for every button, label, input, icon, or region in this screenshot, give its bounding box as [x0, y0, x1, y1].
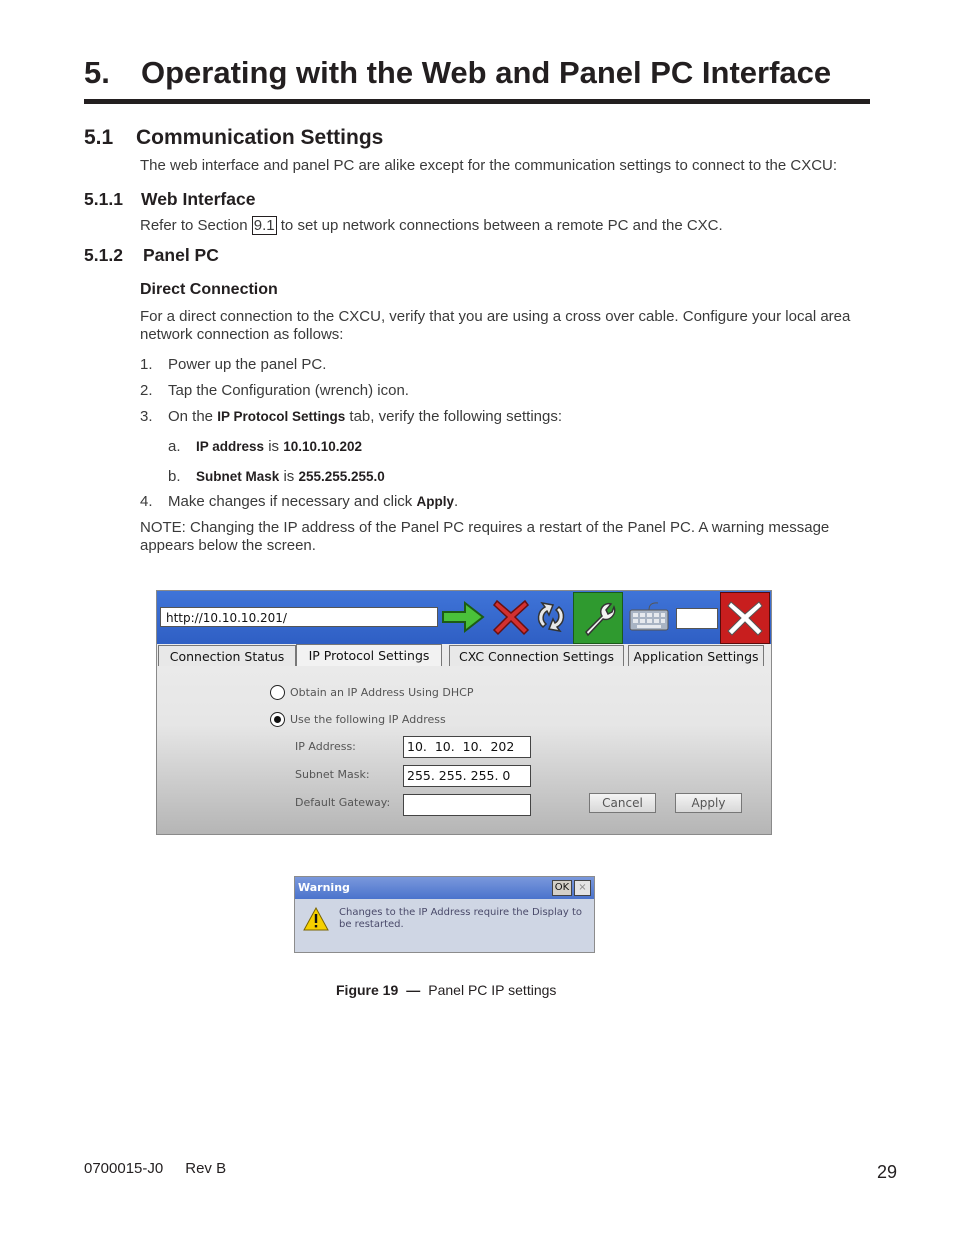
direct-connection-heading: Direct Connection [140, 281, 278, 298]
close-icon[interactable]: × [574, 880, 591, 896]
substep-value: 255.255.255.0 [298, 469, 385, 484]
keyboard-icon[interactable] [625, 592, 673, 642]
tab-connection-status[interactable]: Connection Status [158, 645, 296, 666]
subsection-panel-heading [84, 245, 219, 266]
substep-text: is [264, 438, 284, 455]
figure-caption-text: Panel PC IP settings [428, 982, 557, 998]
intro-paragraph: The web interface and panel PC are alike except for the communication settings to connect to the CXCU: [140, 157, 838, 174]
warning-message: Changes to the IP Address require the Display to be restarted. [339, 907, 583, 930]
subnet-mask-label: Subnet Mask: [295, 768, 370, 781]
section-heading [84, 126, 383, 150]
substep-letter: a. [168, 438, 181, 455]
step-number: 3. [140, 408, 153, 425]
step-text: Tap the Configuration (wrench) icon. [168, 382, 409, 399]
tab-application-settings[interactable]: Application Settings [628, 645, 764, 666]
subsection-panel-title: Panel PC [143, 245, 219, 265]
step-text: On the [168, 408, 218, 425]
web-text-pre: Refer to Section [140, 217, 252, 234]
step-number: 2. [140, 382, 153, 399]
doc-number: 0700015-J0 [84, 1160, 164, 1177]
substep-letter: b. [168, 468, 181, 485]
chapter-title: Operating with the Web and Panel PC Interface [141, 55, 832, 90]
substep-text: is [279, 468, 299, 485]
substep-value: 10.10.10.202 [283, 439, 363, 454]
figure-label: Figure 19 [336, 982, 399, 998]
doc-revision: Rev B [185, 1160, 227, 1177]
tab-ip-protocol-settings[interactable]: IP Protocol Settings [296, 644, 442, 666]
page-number: 29 [877, 1162, 898, 1182]
web-text-post: to set up network connections between a remote PC and the CXC. [276, 217, 723, 234]
radio-dhcp[interactable] [270, 685, 285, 700]
ok-button[interactable]: OK [552, 880, 572, 896]
direct-connection-paragraph: For a direct connection to the CXCU, verify that you are using a cross over cable. Configure your local area network connection as follows: [140, 308, 851, 343]
step-emphasis: IP Protocol Settings [217, 409, 346, 424]
figure-caption [336, 982, 556, 998]
substep-term: IP address [196, 439, 265, 454]
step-4 [140, 493, 458, 510]
figure-dash: — [406, 982, 421, 998]
url-field[interactable]: http://10.10.10.201/ [160, 607, 438, 627]
subsection-web-number: 5.1.1 [84, 189, 123, 209]
warning-dialog [294, 876, 595, 953]
radio-static-ip-label: Use the following IP Address [290, 713, 446, 726]
default-gateway-field[interactable] [403, 794, 531, 816]
subnet-mask-field[interactable]: 255. 255. 255. 0 [403, 765, 531, 787]
step-emphasis: Apply [416, 494, 454, 509]
substep-term: Subnet Mask [196, 469, 280, 484]
subsection-web-heading [84, 189, 255, 210]
panel-pc-screenshot [156, 590, 772, 835]
tab-cxc-connection-settings[interactable]: CXC Connection Settings [449, 645, 624, 666]
ip-address-label: IP Address: [295, 740, 356, 753]
step-3 [140, 408, 562, 425]
step-text: . [453, 493, 459, 510]
chapter-heading [84, 55, 831, 91]
apply-button[interactable]: Apply [675, 793, 742, 813]
step-text: Make changes if necessary and click [168, 493, 417, 510]
step-text: tab, verify the following settings: [345, 408, 563, 425]
radio-dhcp-label: Obtain an IP Address Using DHCP [290, 686, 474, 699]
refresh-icon[interactable] [527, 592, 575, 642]
cancel-button[interactable]: Cancel [589, 793, 656, 813]
go-arrow-icon[interactable] [439, 592, 487, 642]
chapter-number: 5. [84, 55, 110, 90]
wrench-icon[interactable] [573, 592, 623, 644]
subsection-web-title: Web Interface [141, 189, 256, 209]
step-2 [140, 382, 409, 399]
heading-rule [84, 99, 870, 104]
step-1 [140, 356, 326, 373]
default-gateway-label: Default Gateway: [295, 796, 391, 809]
substep-a [168, 438, 362, 455]
section-title: Communication Settings [136, 126, 384, 149]
radio-static-ip[interactable] [270, 712, 285, 727]
footer-doc-id [84, 1160, 226, 1177]
substep-b [168, 468, 385, 485]
ip-address-field[interactable]: 10. 10. 10. 202 [403, 736, 531, 758]
close-icon[interactable] [720, 592, 770, 644]
small-input-box[interactable] [676, 608, 718, 629]
step-number: 1. [140, 356, 153, 373]
warning-title: Warning [295, 877, 594, 899]
web-paragraph [140, 217, 880, 235]
section-number: 5.1 [84, 126, 114, 149]
warning-icon [303, 907, 329, 935]
section-xref-link[interactable]: 9.1 [253, 217, 275, 234]
note-paragraph: NOTE: Changing the IP address of the Panel PC requires a restart of the Panel PC. A warning message appears below the screen. [140, 519, 830, 554]
subsection-panel-number: 5.1.2 [84, 245, 123, 265]
step-number: 4. [140, 493, 153, 510]
step-text: Power up the panel PC. [168, 356, 327, 373]
